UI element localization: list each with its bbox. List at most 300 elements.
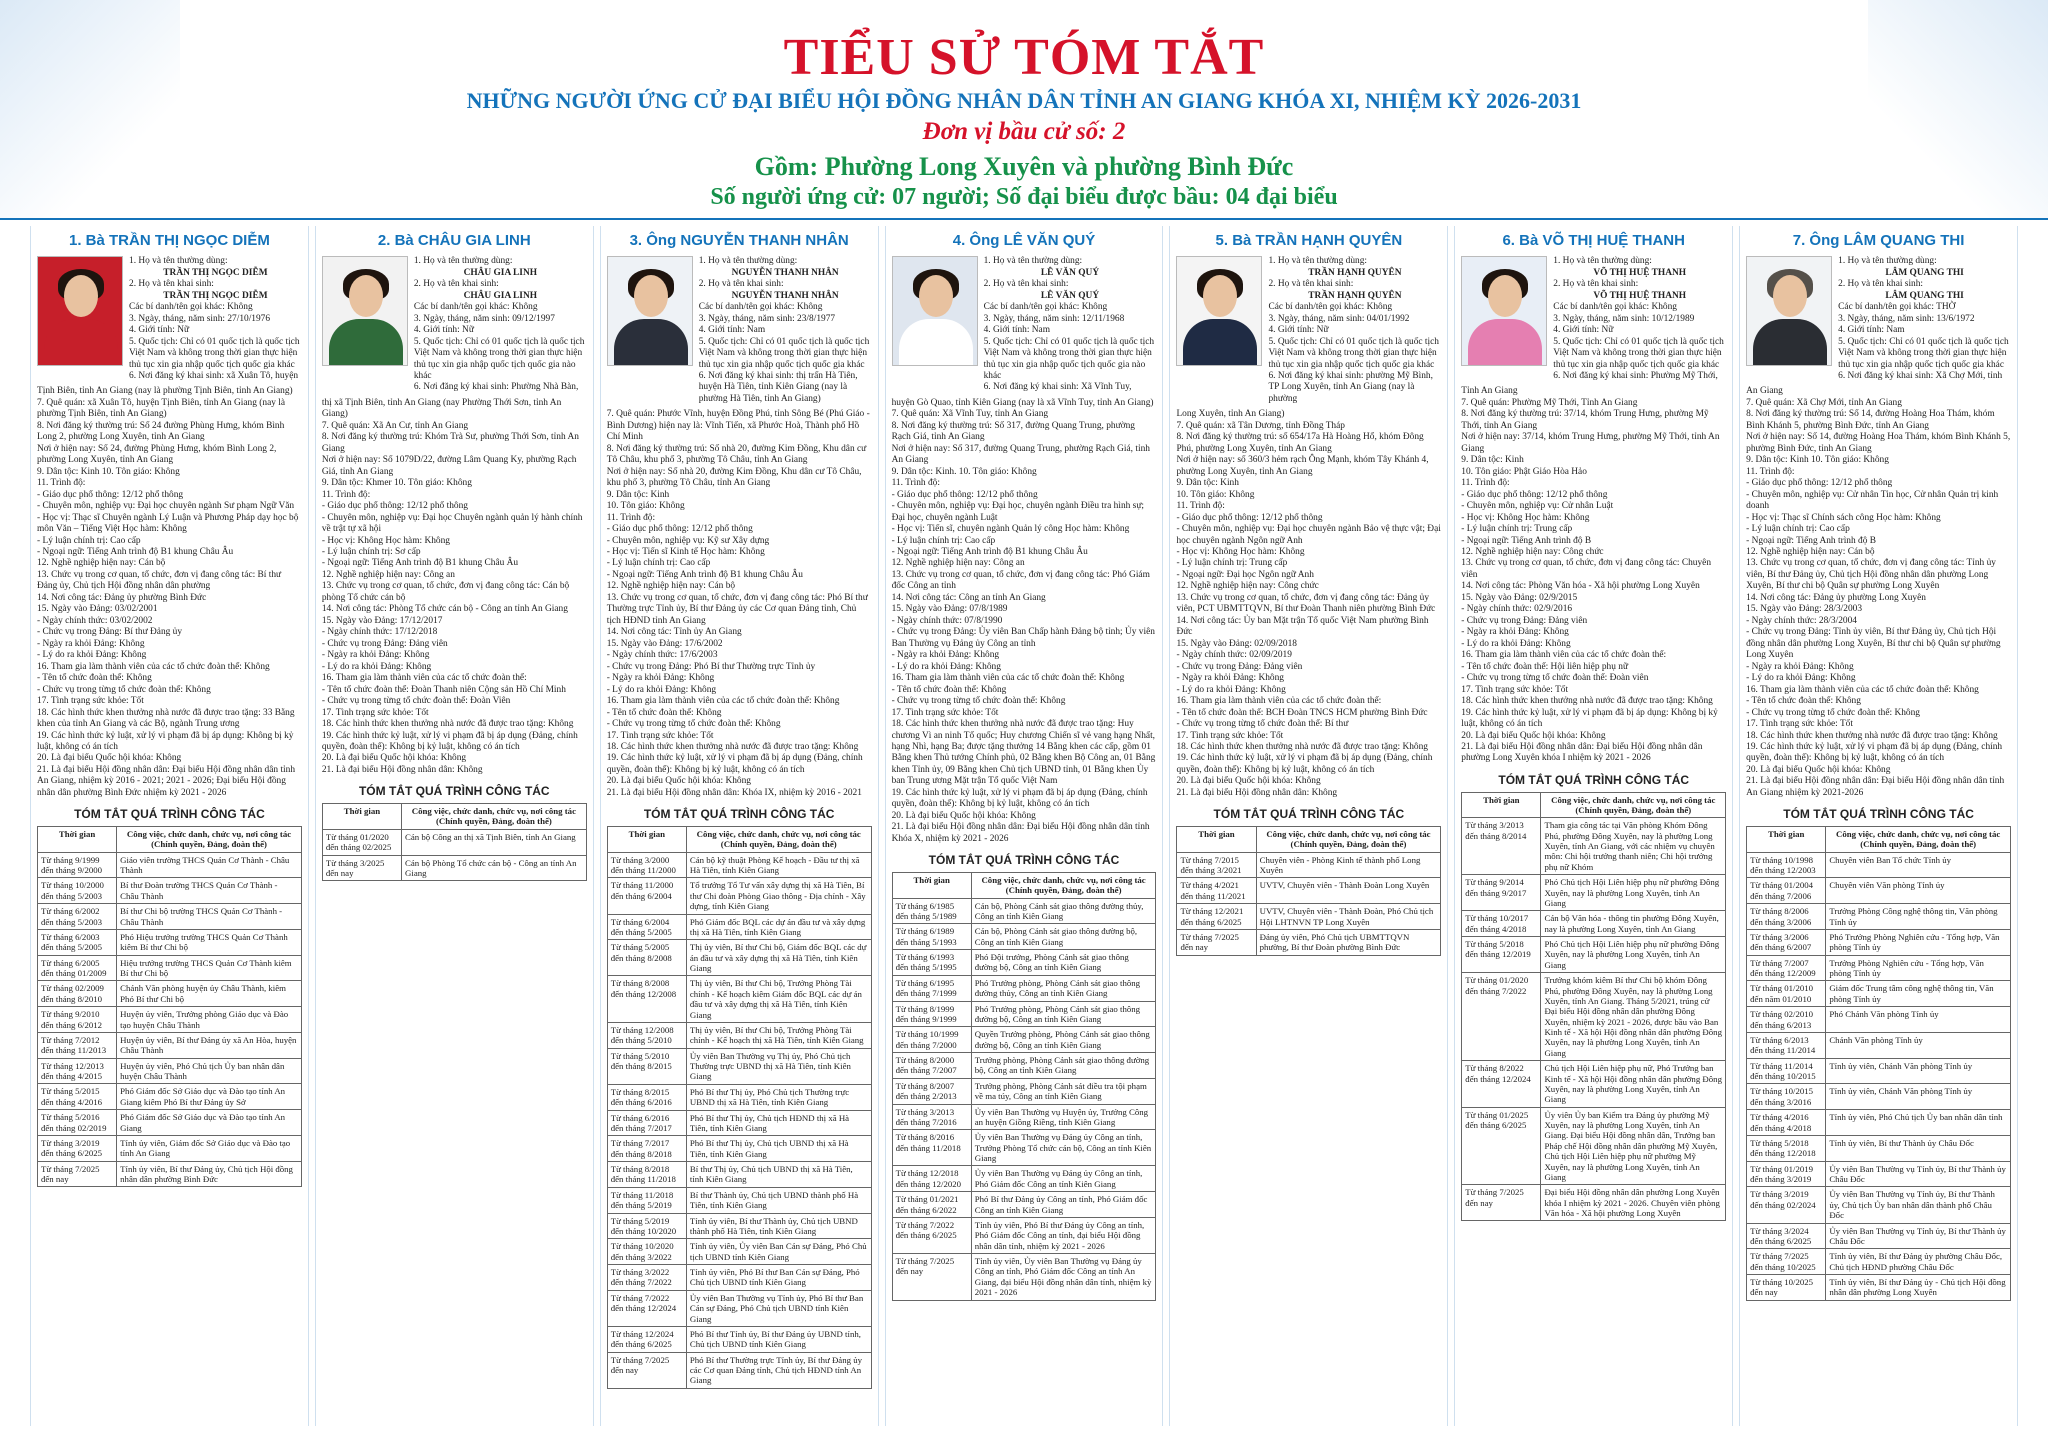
- table-row: [607, 914, 871, 940]
- bio-line: - Học vị: Tiến sĩ Kinh tế Học hàm: Không: [606, 547, 765, 558]
- page-title: TIỂU SỬ TÓM TẮT: [783, 29, 1265, 86]
- info-line: 6. Nơi đăng ký khai sinh: Xã Chợ Mới, tỉnh: [1838, 370, 2003, 381]
- bio-line: 9. Dân tộc: Khmer 10. Tôn giáo: Không: [321, 478, 472, 489]
- bio-line: 8. Nơi đăng ký thường trú: Số 14, đường Hoàng Hoa Thám, khóm Bình Khánh 5, phường Bình Đức, tỉnh An Giang: [1746, 409, 1995, 431]
- bio-line: Tỉnh An Giang: [1461, 386, 1518, 397]
- bio-line: 7. Quê quán: Xã Vĩnh Tuy, tỉnh An Giang: [891, 409, 1049, 420]
- bio-line: 18. Các hình thức khen thưởng nhà nước đã được trao tặng: Không: [1176, 741, 1428, 752]
- candidate-column: [1454, 226, 1733, 1426]
- career-time: Từ tháng 6/1993 đến tháng 5/1995: [892, 950, 971, 976]
- info-line: VÕ THỊ HUỆ THANH: [1593, 267, 1687, 278]
- bio-line: 12. Nghề nghiệp hiện nay: Công chức: [1461, 547, 1604, 558]
- bio-line: - Học vị: Thạc sĩ Chính sách công Học hàm: Không: [1746, 512, 1941, 523]
- career-time: Từ tháng 3/2019 đến tháng 02/2024: [1747, 1187, 1826, 1223]
- bio-line: 8. Nơi đăng ký thường trú: Số nhà 20, đường Kim Đồng, Khu dân cư Tô Châu, khu phố 3, phường Tô Châu, tỉnh An Giang: [606, 443, 867, 466]
- table-row: [892, 1001, 1156, 1027]
- career-time: Từ tháng 3/2006 đến tháng 6/2007: [1747, 929, 1826, 955]
- bio-line: - Chuyên môn, nghiệp vụ: Đại học chuyên ngành Bảo vệ thực vật; Đại học chuyên ngành Ngôn ngữ Anh: [1176, 524, 1441, 546]
- career-time: Từ tháng 6/2016 đến tháng 7/2017: [607, 1110, 686, 1136]
- career-role: Tỉnh ủy viên, Ủy viên Ban Thường vụ Đảng ủy Công an tỉnh, Phó Giám đốc Công an tỉnh An Giang, đại biểu Hội đồng nhân dân tỉnh, nhiệm kỳ 2021 - 2026: [971, 1254, 1156, 1301]
- table-row: [1747, 904, 2011, 930]
- bio-line: - Lý do ra khỏi Đảng: Không: [321, 661, 432, 672]
- photo-face: [634, 275, 668, 317]
- bio-line: 18. Các hình thức khen thưởng nhà nước đã được trao tặng: Không: [321, 719, 574, 730]
- bio-line: 19. Các hình thức kỷ luật, xử lý vi phạm đã bị áp dụng: Không bị kỷ luật, không có án tích: [37, 730, 294, 752]
- bio-line: 11. Trình độ:: [891, 478, 940, 489]
- bio-line: 8. Nơi đăng ký thường trú: Số 24 đường Phùng Hưng, khóm Bình Long 2, phường Long Xuyên, tỉnh An Giang: [37, 420, 285, 443]
- career-time: Từ tháng 3/2024 đến tháng 6/2025: [1747, 1223, 1826, 1249]
- bio-line: 11. Trình độ:: [1461, 478, 1510, 489]
- career-time: Từ tháng 12/2008 đến tháng 5/2010: [607, 1022, 686, 1048]
- info-line: 2. Họ và tên khai sinh:: [129, 279, 214, 290]
- header-divider: [0, 218, 2048, 220]
- table-row: [607, 940, 871, 976]
- bio-line: - Chức vụ trong Đảng: Ủy viên Ban Chấp hành Đảng bộ tỉnh; Ủy viên Ban Thường vụ Đảng ủy Công an tỉnh: [891, 627, 1155, 649]
- photo-body: [1753, 319, 1827, 366]
- bio-line: 9. Dân tộc: Kinh 10. Tôn giáo: Không: [1746, 455, 1889, 466]
- candidate-column: [30, 226, 309, 1426]
- bio-line: - Ngày ra khỏi Đảng: Không: [1461, 627, 1569, 638]
- bio-line: 13. Chức vụ trong cơ quan, tổ chức, đơn vị đang công tác: Chuyên viên: [1461, 558, 1712, 580]
- candidate-basic-info: [1838, 256, 2011, 382]
- career-header-row: [1747, 826, 2011, 852]
- career-time: Từ tháng 6/1995 đến tháng 7/1999: [892, 975, 971, 1001]
- table-row: [1747, 929, 2011, 955]
- photo-face: [919, 275, 953, 317]
- bio-line: 9. Dân tộc: Kinh: [1176, 478, 1239, 489]
- candidate-basic-info: [1268, 256, 1441, 405]
- career-header-row: [322, 804, 586, 830]
- bio-line: 20. Là đại biểu Quốc hội khóa: Không: [891, 810, 1036, 821]
- career-header-role: Công việc, chức danh, chức vụ, nơi công tác (Chính quyền, Đảng, đoàn thể): [1541, 792, 1726, 818]
- career-time: Từ tháng 5/2005 đến tháng 8/2008: [607, 940, 686, 976]
- table-row: [607, 976, 871, 1023]
- candidate-photo: [1461, 256, 1547, 366]
- career-time: Từ tháng 7/2025 đến nay: [1177, 929, 1256, 955]
- bio-line: - Ngày ra khỏi Đảng: Không: [606, 673, 715, 684]
- bio-line: - Chuyên môn, nghiệp vụ: Cử nhân Luật: [1461, 501, 1614, 512]
- table-row: [1177, 929, 1441, 955]
- table-row: [892, 1104, 1156, 1130]
- bio-line: - Tên tổ chức đoàn thể: BCH Đoàn TNCS HCM phường Bình Đức: [1176, 707, 1428, 718]
- career-header-time: Thời gian: [322, 804, 401, 830]
- career-role: Chuyên viên Ban Tổ chức Tỉnh ủy: [1826, 852, 2011, 878]
- candidate-photo: [322, 256, 408, 366]
- table-row: [1747, 1084, 2011, 1110]
- bio-line: - Chức vụ trong Đảng: Đảng viên: [1461, 615, 1588, 626]
- table-row: [38, 955, 302, 981]
- bio-line: - Học vị: Không Học hàm: Không: [321, 535, 450, 546]
- career-header-time: Thời gian: [38, 826, 117, 852]
- bio-line: 7. Quê quán: xã Tân Dương, tỉnh Đồng Tháp: [1176, 420, 1345, 431]
- bio-line: - Chức vụ trong từng tổ chức đoàn thể: Đoàn viên: [1461, 673, 1649, 684]
- bio-line: 20. Là đại biểu Quốc hội khóa: Không: [37, 753, 182, 764]
- candidate-basic-info: [1553, 256, 1726, 382]
- career-time: Từ tháng 12/2021 đến tháng 6/2025: [1177, 904, 1256, 930]
- bio-line: - Giáo dục phổ thông: 12/12 phổ thông: [891, 489, 1038, 500]
- info-line: 5. Quốc tịch: Chỉ có 01 quốc tịch là quốc tịch Việt Nam và không trong thời gian thực hiện thủ tục xin gia nhập quốc tịch quốc gia khác: [698, 336, 870, 370]
- bio-line: - Tên tổ chức đoàn thể: Không: [1746, 696, 1861, 707]
- table-row: [1462, 818, 1726, 875]
- info-line: 5. Quốc tịch: Chỉ có 01 quốc tịch là quốc tịch Việt Nam và không trong thời gian thực hiện thủ tục xin gia nhập quốc tịch quốc gia khác: [1268, 336, 1439, 370]
- table-row: [38, 1161, 302, 1187]
- info-line: LÊ VĂN QUÝ: [1040, 267, 1100, 278]
- career-role: Bí thư Thị ủy, Chủ tịch UBND thị xã Hà Tiên, tỉnh Kiên Giang: [686, 1162, 871, 1188]
- bio-line: 12. Nghề nghiệp hiện nay: Công an: [321, 569, 455, 580]
- table-row: [38, 981, 302, 1007]
- bio-line: 14. Nơi công tác: Công an tỉnh An Giang: [891, 592, 1046, 603]
- candidate-top: [37, 256, 302, 382]
- bio-line: - Giáo dục phổ thông: 12/12 phổ thông: [1461, 489, 1608, 500]
- career-header-role: Công việc, chức danh, chức vụ, nơi công tác (Chính quyền, Đảng, đoàn thể): [971, 872, 1156, 898]
- candidate-basic-info: [984, 256, 1157, 394]
- bio-line: - Chuyên môn, nghiệp vụ: Đại học Chuyên ngành quản lý hành chính về trật tự xã hội: [321, 512, 583, 535]
- career-role: Tỉnh ủy viên, Bí thư Đảng ủy phường Châu Đốc, Chủ tịch HĐND phường Châu Đốc: [1826, 1249, 2011, 1275]
- table-row: [322, 855, 586, 881]
- bio-line: thị xã Tịnh Biên, tỉnh An Giang (nay Phường Thới Sơn, tỉnh An Giang): [321, 397, 562, 420]
- career-role: Ủy viên Ban Thường vụ Thị ủy, Phó Chủ tịch Thường trực UBND thị xã Hà Tiên, tỉnh Kiên Giang: [686, 1048, 871, 1084]
- career-time: Từ tháng 5/2010 đến tháng 8/2015: [607, 1048, 686, 1084]
- career-time: Từ tháng 3/2013 đến tháng 8/2014: [1462, 818, 1541, 875]
- bio-line: - Học vị: Không Học hàm: Không: [1461, 512, 1590, 523]
- bio-line: 13. Chức vụ trong cơ quan, tổ chức, đơn vị đang công tác: Cán bộ phòng Tổ chức cán bộ: [321, 581, 570, 603]
- info-line: 5. Quốc tịch: Chỉ có 01 quốc tịch là quốc tịch Việt Nam và không trong thời gian thực hiện thủ tục xin gia nhập quốc tịch quốc gia nào khác: [983, 336, 1155, 381]
- career-role: Tỉnh ủy viên, Bí thư Thành ủy, Chủ tịch UBND thành phố Hà Tiên, tỉnh Kiên Giang: [686, 1213, 871, 1239]
- candidate-bio: [607, 409, 872, 799]
- career-role: Trưởng khóm kiêm Bí thư Chi bộ khóm Đông Phú, phường Đông Xuyên, nay là phường Long Xuyên, tỉnh An Giang. Tháng 5/2021, trúng cử Đại biểu Hội đồng nhân dân phường Đông Xuyên, nhiệm kỳ 2021 - 2026, được bầu vào Ban Kinh tế - Xã hội Hội đồng nhân dân phường Đông Xuyên, nay là phường Long Xuyên, tỉnh An Giang: [1541, 973, 1726, 1061]
- table-row: [607, 1326, 871, 1352]
- table-row: [1747, 1058, 2011, 1084]
- bio-line: 10. Tôn giáo: Không: [1176, 489, 1255, 500]
- info-line: 5. Quốc tịch: Chỉ có 01 quốc tịch là quốc tịch Việt Nam và không trong thời gian thực hiện thủ tục xin gia nhập quốc tịch quốc gia nào khác: [413, 336, 585, 381]
- info-line: 4. Giới tính: Nữ: [1268, 325, 1329, 336]
- info-line: 3. Ngày, tháng, năm sinh: 09/12/1997: [413, 313, 555, 324]
- bio-line: 18. Các hình thức khen thưởng nhà nước đã được trao tặng: Không: [1746, 730, 1998, 741]
- candidate-photo: [1176, 256, 1262, 366]
- career-role: Cán bộ Văn hóa - thông tin phường Đông Xuyên, nay là phường Long Xuyên, tỉnh An Giang: [1541, 911, 1726, 937]
- bio-line: 13. Chức vụ trong cơ quan, tổ chức, đơn vị đang công tác: Đảng ủy viên, PCT UBMTTQVN, Bí thư Đoàn Thanh niên phường Bình Đức: [1176, 592, 1436, 615]
- career-role: Ủy viên Ban Thường vụ Tỉnh ủy, Bí thư Thành ủy, Chủ tịch Ủy ban nhân dân thành phố Châu Đốc: [1826, 1187, 2011, 1223]
- bio-line: - Chức vụ trong Đảng: Bí thư Đảng ủy: [37, 627, 183, 638]
- table-row: [38, 1032, 302, 1058]
- bio-line: - Ngày ra khỏi Đảng: Không: [891, 650, 1000, 661]
- info-line: TRẦN HẠNH QUYÊN: [1308, 267, 1402, 278]
- career-role: Tham gia công tác tại Văn phòng Khóm Đông Phú, phường Đông Xuyên, nay là phường Long Xuyên, tỉnh An Giang, với các nhiệm vụ chuyên môn: Chi hội trưởng thanh niên; Chi hội trưởng phụ nữ Khóm: [1541, 818, 1726, 875]
- table-row: [1462, 1107, 1726, 1185]
- bio-line: - Lý luận chính trị: Cao cấp: [891, 535, 996, 546]
- bio-line: 14. Nơi công tác: Phòng Văn hóa - Xã hội phường Long Xuyên: [1461, 581, 1700, 592]
- career-role: Phó Bí thư Thị ủy, Chủ tịch UBND thị xã Hà Tiên, tỉnh Kiên Giang: [686, 1136, 871, 1162]
- table-row: [607, 1136, 871, 1162]
- bio-line: huyện Gò Quao, tỉnh Kiên Giang (nay là xã Vĩnh Tuy, tỉnh An Giang): [891, 397, 1154, 408]
- bio-line: - Chức vụ trong Đảng: Tỉnh ủy viên, Bí thư Đảng ủy, Chủ tịch Hội đồng nhân dân phường Long Xuyên, Bí thư chi bộ Quân sự phường Long Xuyên: [1746, 627, 2001, 661]
- career-role: Chánh Văn phòng huyện ủy Châu Thành, kiêm Phó Bí thư Chi bộ: [117, 981, 302, 1007]
- bio-line: 18. Các hình thức khen thưởng nhà nước đã được trao tặng: Huy chương Vì an ninh Tổ quốc; Huy chương Chiến sĩ vẻ vang hạng Nhất, hạng Nhì, hạng Ba; được tặng thưởng 14 Bằng khen các cấp, gồm 01 Bằng khen Thủ tướng Chính phủ, 02 Bằng khen Bộ Công an, 01 Bằng khen Tỉnh ủy, 09 Bằng khen Chủ tịch UBND tỉnh, 01 Bằng khen Ủy ban Trung ương Mặt trận Tổ quốc Việt Nam: [891, 719, 1156, 787]
- bio-line: 8. Nơi đăng ký thường trú: 37/14, khóm Trung Hưng, phường Mỹ Thới, tỉnh An Giang: [1461, 409, 1709, 431]
- info-line: 3. Ngày, tháng, năm sinh: 27/10/1976: [129, 313, 271, 324]
- table-row: [1747, 1249, 2011, 1275]
- bio-line: 21. Là đại biểu Hội đồng nhân dân: Đại biểu Hội đồng nhân dân tỉnh An Giang nhiệm kỳ 2021-2026: [1746, 776, 2005, 798]
- career-role: Phó Chánh Văn phòng Tỉnh ủy: [1826, 1007, 2011, 1033]
- bio-line: 8. Nơi đăng ký thường trú: Số 317, đường Quang Trung, phường Rạch Giá, tỉnh An Giang: [891, 420, 1135, 443]
- bio-line: 19. Các hình thức kỷ luật, xử lý vi phạm đã bị áp dụng: Không bị kỷ luật, không có án tích: [1461, 707, 1718, 730]
- table-row: [607, 1239, 871, 1265]
- info-line: 2. Họ và tên khai sinh:: [1838, 279, 1924, 290]
- bio-line: Nơi ở hiện nay: Số nhà 20, đường Kim Đồng, Khu dân cư Tô Châu, khu phố 3, phường Tô Châu, tỉnh An Giang: [606, 466, 862, 489]
- table-row: [38, 878, 302, 904]
- info-line: 2. Họ và tên khai sinh:: [1268, 279, 1354, 290]
- career-role: UVTV, Chuyên viên - Thành Đoàn Long Xuyên: [1256, 878, 1441, 904]
- career-time: Từ tháng 6/1985 đến tháng 5/1989: [892, 898, 971, 924]
- table-row: [1747, 1161, 2011, 1187]
- table-row: [607, 1187, 871, 1213]
- candidate-photo: [1746, 256, 1832, 366]
- career-time: Từ tháng 5/2018 đến tháng 12/2018: [1747, 1135, 1826, 1161]
- career-role: Phó Chủ tịch Hội Liên hiệp phụ nữ phường Đông Xuyên, nay là phường Long Xuyên, tỉnh An Giang: [1541, 875, 1726, 911]
- table-row: [1747, 1110, 2011, 1136]
- info-line: 6. Nơi đăng ký khai sinh: Phường Mỹ Thới,: [1553, 370, 1718, 381]
- info-line: 2. Họ và tên khai sinh:: [698, 279, 784, 290]
- candidate-top: [1461, 256, 1726, 382]
- candidate-heading: 3. Ông NGUYỄN THANH NHÂN: [629, 232, 849, 249]
- table-row: [892, 898, 1156, 924]
- career-header-time: Thời gian: [1177, 826, 1256, 852]
- info-line: VÕ THỊ HUỆ THANH: [1593, 290, 1687, 301]
- career-header-row: [607, 826, 871, 852]
- table-row: [892, 1166, 1156, 1192]
- bio-line: - Ngày ra khỏi Đảng: Không: [1176, 673, 1284, 684]
- career-role: Tỉnh ủy viên, Phó Bí thư Ban Cán sự Đảng, Phó Chủ tịch UBND tỉnh Kiên Giang: [686, 1265, 871, 1291]
- bio-line: - Tên tổ chức đoàn thể: Không: [891, 684, 1007, 695]
- bio-line: 9. Dân tộc: Kinh: [606, 489, 670, 500]
- bio-line: - Tên tổ chức đoàn thể: Không: [606, 707, 722, 718]
- career-time: Từ tháng 01/2010 đến năm 01/2010: [1747, 981, 1826, 1007]
- bio-line: 19. Các hình thức kỷ luật, xử lý vi phạm đã bị áp dụng (Đảng, chính quyền, đoàn thể): Không bị kỷ luật, không có án tích: [606, 753, 863, 775]
- bio-line: - Học vị: Không Học hàm: Không: [1176, 547, 1305, 558]
- career-time: Từ tháng 6/2004 đến tháng 5/2005: [607, 914, 686, 940]
- bio-line: 14. Nơi công tác: Đảng ủy phường Long Xuyên: [1746, 592, 1926, 603]
- bio-line: - Ngoại ngữ: Tiếng Anh trình độ B1 khung Châu Âu: [37, 547, 234, 558]
- career-time: Từ tháng 7/2025 đến nay: [38, 1161, 117, 1187]
- career-table: [322, 803, 587, 881]
- career-role: Phó Bí thư Thường trực Tỉnh ủy, Bí thư Đảng ủy các Cơ quan Đảng tỉnh, Chủ tịch HĐND tỉnh An Giang: [686, 1352, 871, 1388]
- career-table: [1176, 826, 1441, 956]
- candidate-bio: [37, 386, 302, 799]
- career-title: TÓM TẮT QUÁ TRÌNH CÔNG TÁC: [74, 807, 265, 822]
- table-row: [892, 1254, 1156, 1301]
- bio-line: - Ngày ra khỏi Đảng: Không: [1746, 661, 1854, 672]
- info-line: 6. Nơi đăng ký khai sinh: Xã Vĩnh Tuy,: [983, 382, 1132, 393]
- career-table: [1746, 826, 2011, 1301]
- info-line: 4. Giới tính: Nam: [983, 325, 1050, 336]
- candidate-bio: [322, 398, 587, 776]
- bio-line: 16. Tham gia làm thành viên của các tổ chức đoàn thể:: [1176, 696, 1382, 707]
- bio-line: 7. Quê quán: Xã Chợ Mới, tỉnh An Giang: [1746, 397, 1902, 408]
- table-row: [607, 1084, 871, 1110]
- career-header-role: Công việc, chức danh, chức vụ, nơi công tác (Chính quyền, Đảng, đoàn thể): [1256, 826, 1441, 852]
- career-role: Phó Trưởng Phòng Nghiên cứu - Tổng hợp, Văn phòng Tỉnh ủy: [1826, 929, 2011, 955]
- bio-line: 8. Nơi đăng ký thường trú: Khóm Trà Sư, phường Thới Sơn, tỉnh An Giang: [321, 432, 579, 454]
- career-time: Từ tháng 8/2015 đến tháng 6/2016: [607, 1084, 686, 1110]
- career-role: Trưởng Phòng Nghiên cứu - Tổng hợp, Văn phòng Tỉnh ủy: [1826, 955, 2011, 981]
- bio-line: - Lý do ra khỏi Đảng: Không: [37, 650, 147, 661]
- career-role: Bí thư Chi bộ trường THCS Quản Cơ Thành - Châu Thành: [117, 904, 302, 930]
- bio-line: 10. Tôn giáo: Không: [606, 501, 685, 512]
- bio-line: 14. Nơi công tác: Ủy ban Mặt trận Tổ quốc Việt Nam phường Bình Đức: [1176, 615, 1429, 638]
- career-time: Từ tháng 10/2017 đến tháng 4/2018: [1462, 911, 1541, 937]
- table-row: [892, 1027, 1156, 1053]
- bio-line: - Chức vụ trong từng tổ chức đoàn thể: Bí thư: [1176, 719, 1349, 730]
- bio-line: Nơi ở hiện nay: Số 1079D/22, đường Lâm Quang Ky, phường Rạch Giá, tỉnh An Giang: [321, 455, 577, 477]
- career-role: Bí thư Thành ủy, Chủ tịch UBND thành phố Hà Tiên, tỉnh Kiên Giang: [686, 1187, 871, 1213]
- info-line: 6. Nơi đăng ký khai sinh: xã Xuân Tô, huyện: [129, 370, 299, 381]
- career-role: Phó Bí thư Thị ủy, Chủ tịch HĐND thị xã Hà Tiên, tỉnh Kiên Giang: [686, 1110, 871, 1136]
- bio-line: - Học vị: Thạc sĩ Chuyên ngành Lý Luận và Phương Pháp dạy học bộ môn Văn – Tiếng Việt Học hàm: Không: [37, 512, 299, 535]
- bio-line: 19. Các hình thức kỷ luật, xử lý vi phạm đã bị áp dụng (Đảng, chính quyền, đoàn thể): Không bị kỷ luật, không có án tích: [321, 730, 578, 752]
- bio-line: 10. Tôn giáo: Phật Giáo Hòa Hảo: [1461, 466, 1587, 477]
- info-line: 4. Giới tính: Nữ: [1553, 325, 1614, 336]
- career-time: Từ tháng 12/2018 đến tháng 12/2020: [892, 1166, 971, 1192]
- career-role: Đảng ủy viên, Phó Chủ tịch UBMTTQVN phường, Bí thư Đoàn phường Bình Đức: [1256, 929, 1441, 955]
- photo-body: [329, 319, 403, 366]
- bio-line: - Lý do ra khỏi Đảng: Không: [606, 684, 717, 695]
- career-time: Từ tháng 01/2004 đến tháng 7/2006: [1747, 878, 1826, 904]
- bio-line: - Giáo dục phổ thông: 12/12 phổ thông: [37, 489, 184, 500]
- career-role: Phó Trưởng phòng, Phòng Cảnh sát giao thông đường thủy, Công an tỉnh Kiên Giang: [971, 975, 1156, 1001]
- career-time: Từ tháng 10/2000 đến tháng 5/2003: [38, 878, 117, 904]
- table-row: [892, 950, 1156, 976]
- bio-line: - Giáo dục phổ thông: 12/12 phổ thông: [321, 501, 468, 512]
- table-row: [322, 829, 586, 855]
- career-time: Từ tháng 10/1998 đến tháng 12/2003: [1747, 852, 1826, 878]
- career-time: Từ tháng 11/2014 đến tháng 10/2015: [1747, 1058, 1826, 1084]
- photo-body: [899, 319, 973, 366]
- bio-line: 18. Các hình thức khen thưởng nhà nước đã được trao tặng: Không: [606, 741, 859, 752]
- info-line: CHÂU GIA LINH: [463, 267, 538, 278]
- career-time: Từ tháng 10/2020 đến tháng 3/2022: [607, 1239, 686, 1265]
- bio-line: - Lý luận chính trị: Cao cấp: [1746, 524, 1850, 535]
- career-time: Từ tháng 12/2013 đến tháng 4/2015: [38, 1058, 117, 1084]
- bio-line: - Chuyên môn, nghiệp vụ: Đại học, chuyên ngành Điều tra hình sự; Đại học, chuyên ngành Luật: [891, 501, 1145, 523]
- bio-line: - Ngoại ngữ: Tiếng Anh trình độ B: [1746, 535, 1876, 546]
- career-header-role: Công việc, chức danh, chức vụ, nơi công tác (Chính quyền, Đảng, đoàn thể): [686, 826, 871, 852]
- bio-line: 12. Nghề nghiệp hiện nay: Công chức: [1176, 581, 1319, 592]
- table-row: [1747, 852, 2011, 878]
- career-time: Từ tháng 3/2013 đến tháng 7/2016: [892, 1104, 971, 1130]
- info-line: LÂM QUANG THI: [1885, 290, 1964, 301]
- table-row: [1747, 1275, 2011, 1301]
- career-role: Phó Chủ tịch Hội Liên hiệp phụ nữ phường Đông Xuyên, nay là phường Long Xuyên, tỉnh An Giang: [1541, 937, 1726, 973]
- career-role: Cán bộ, Phòng Cảnh sát giao thông đường thủy, Công an tỉnh Kiên Giang: [971, 898, 1156, 924]
- bio-line: 9. Dân tộc: Kinh. 10. Tôn giáo: Không: [891, 466, 1037, 477]
- bio-line: 14. Nơi công tác: Đảng ủy phường Bình Đức: [37, 592, 207, 603]
- career-role: Quyền Trưởng phòng, Phòng Cảnh sát giao thông đường bộ, Công an tỉnh Kiên Giang: [971, 1027, 1156, 1053]
- info-line: TRẦN HẠNH QUYÊN: [1308, 290, 1402, 301]
- career-role: Phó Giám đốc Sở Giáo dục và Đào tạo tỉnh An Giang kiêm Phó Bí thư Đảng ủy Sở: [117, 1084, 302, 1110]
- bio-line: 16. Tham gia làm thành viên của các tổ chức đoàn thể: Không: [37, 661, 270, 672]
- table-row: [1462, 911, 1726, 937]
- bio-line: 17. Tình trạng sức khỏe: Tốt: [891, 707, 999, 718]
- bio-line: 9. Dân tộc: Kinh 10. Tôn giáo: Không: [37, 466, 180, 477]
- bio-line: 15. Ngày vào Đảng: 17/12/2017: [321, 615, 443, 626]
- career-time: Từ tháng 7/2025 đến nay: [892, 1254, 971, 1301]
- bio-line: 16. Tham gia làm thành viên của các tổ chức đoàn thể:: [1461, 650, 1667, 661]
- career-time: Từ tháng 8/2022 đến tháng 12/2024: [1462, 1061, 1541, 1108]
- bio-line: - Tên tổ chức đoàn thể: Hội liên hiệp phụ nữ: [1461, 661, 1629, 672]
- info-line: 4. Giới tính: Nam: [698, 325, 766, 336]
- bio-line: 21. Là đại biểu Hội đồng nhân dân: Không: [321, 764, 483, 775]
- candidate-heading: 2. Bà CHÂU GIA LINH: [377, 232, 531, 249]
- bio-line: - Ngày chính thức: 03/02/2002: [37, 615, 153, 626]
- career-time: Từ tháng 01/2025 đến tháng 6/2025: [1462, 1107, 1541, 1185]
- career-time: Từ tháng 11/2018 đến tháng 5/2019: [607, 1187, 686, 1213]
- bio-line: 19. Các hình thức kỷ luật, xử lý vi phạm đã bị áp dụng (Đảng, chính quyền, đoàn thể): Không bị kỷ luật, không có án tích: [1746, 741, 2003, 764]
- bio-line: - Chức vụ trong từng tổ chức đoàn thể: Không: [1746, 707, 1920, 718]
- candidate-top: [1746, 256, 2011, 382]
- bio-line: - Học vị: Tiến sĩ, chuyên ngành Quản lý công Học hàm: Không: [891, 524, 1130, 535]
- career-role: Tỉnh ủy viên, Bí thư Thành ủy Châu Đốc: [1826, 1135, 2011, 1161]
- candidate-photo: [607, 256, 693, 366]
- candidate-top: [322, 256, 587, 394]
- bio-line: 17. Tình trạng sức khỏe: Tốt: [606, 730, 714, 741]
- career-time: Từ tháng 6/2002 đến tháng 5/2003: [38, 904, 117, 930]
- bio-line: - Lý do ra khỏi Đảng: Không: [1746, 673, 1856, 684]
- info-line: LÂM QUANG THI: [1885, 267, 1964, 278]
- career-role: Giám đốc Trung tâm công nghệ thông tin, Văn phòng Tỉnh ủy: [1826, 981, 2011, 1007]
- career-role: Thị ủy viên, Bí thư Chi bộ, Trưởng Phòng Tài chính - Kế hoạch thị xã Hà Tiên, tỉnh Kiên Giang: [686, 1022, 871, 1048]
- career-role: Thị ủy viên, Bí thư Chi bộ, Trưởng Phòng Tài chính - Kế hoạch kiêm Giám đốc BQL các dự án đầu tư và xây dựng thị xã Hà Tiên, tỉnh Kiên Giang: [686, 976, 871, 1023]
- career-title: TÓM TẮT QUÁ TRÌNH CÔNG TÁC: [358, 784, 550, 799]
- table-row: [607, 1162, 871, 1188]
- career-time: Từ tháng 7/2022 đến tháng 12/2024: [607, 1290, 686, 1326]
- electoral-area: Gồm: Phường Long Xuyên và phường Bình Đức: [754, 152, 1294, 181]
- bio-line: 17. Tình trạng sức khỏe: Tốt: [321, 707, 429, 718]
- career-time: Từ tháng 01/2020 đến tháng 7/2022: [1462, 973, 1541, 1061]
- bio-line: - Lý luận chính trị: Trung cấp: [1176, 558, 1288, 569]
- info-line: Các bí danh/tên gọi khác: Không: [983, 302, 1108, 313]
- bio-line: - Lý do ra khỏi Đảng: Không: [1461, 638, 1571, 649]
- bio-line: 7. Quê quán: Xã An Cư, tỉnh An Giang: [321, 420, 469, 431]
- candidate-column: [315, 226, 594, 1426]
- career-role: Bí thư Đoàn trường THCS Quản Cơ Thành - Châu Thành: [117, 878, 302, 904]
- bio-line: 12. Nghề nghiệp hiện nay: Cán bộ: [606, 581, 736, 592]
- bio-line: Tịnh Biên, tỉnh An Giang (nay là phường Tịnh Biên, tỉnh An Giang): [37, 386, 293, 397]
- table-row: [1462, 1061, 1726, 1108]
- candidate-column: [1169, 226, 1448, 1426]
- bio-line: - Lý do ra khỏi Đảng: Không: [891, 661, 1001, 672]
- bio-line: - Ngoại ngữ: Đại học Ngôn ngữ Anh: [1176, 569, 1314, 580]
- table-row: [1747, 878, 2011, 904]
- career-time: Từ tháng 3/2022 đến tháng 7/2022: [607, 1265, 686, 1291]
- info-line: 4. Giới tính: Nữ: [413, 325, 474, 336]
- info-line: Các bí danh/tên gọi khác: Không: [1553, 302, 1677, 313]
- career-header-time: Thời gian: [1462, 792, 1541, 818]
- table-row: [1177, 878, 1441, 904]
- career-role: Ủy viên Ban Thường vụ Huyện ủy, Trưởng Công an huyện Giồng Riềng, tỉnh Kiên Giang: [971, 1104, 1156, 1130]
- career-role: Chủ tịch Hội Liên hiệp phụ nữ, Phó Trưởng ban Kinh tế - Xã hội Hội đồng nhân dân phường Đông Xuyên, nay là phường Long Xuyên, tỉnh An Giang: [1541, 1061, 1726, 1108]
- career-time: Từ tháng 02/2010 đến tháng 6/2013: [1747, 1007, 1826, 1033]
- career-role: Tỉnh ủy viên, Bí thư Đảng ủy, Chủ tịch Hội đồng nhân dân phường Bình Đức: [117, 1161, 302, 1187]
- candidate-bio: [892, 398, 1157, 845]
- career-time: Từ tháng 5/2016 đến tháng 02/2019: [38, 1110, 117, 1136]
- bio-line: 13. Chức vụ trong cơ quan, tổ chức, đơn vị đang công tác: Tỉnh ủy viên, Bí thư Đảng ủy, Chủ tịch Hội đồng nhân dân phường Long Xuyên, Bí thư chi bộ Quân sự phường Long Xuyên: [1746, 558, 1996, 592]
- table-row: [1177, 852, 1441, 878]
- bio-line: 21. Là đại biểu Hội đồng nhân dân: Không: [1176, 787, 1338, 798]
- career-role: Tỉnh ủy viên, Chánh Văn phòng Tỉnh ủy: [1826, 1058, 2011, 1084]
- bio-line: 12. Nghề nghiệp hiện nay: Cán bộ: [37, 558, 166, 569]
- bio-line: - Tên tổ chức đoàn thể: Không: [37, 673, 152, 684]
- career-role: Chuyên viên - Phòng Kinh tế thành phố Long Xuyên: [1256, 852, 1441, 878]
